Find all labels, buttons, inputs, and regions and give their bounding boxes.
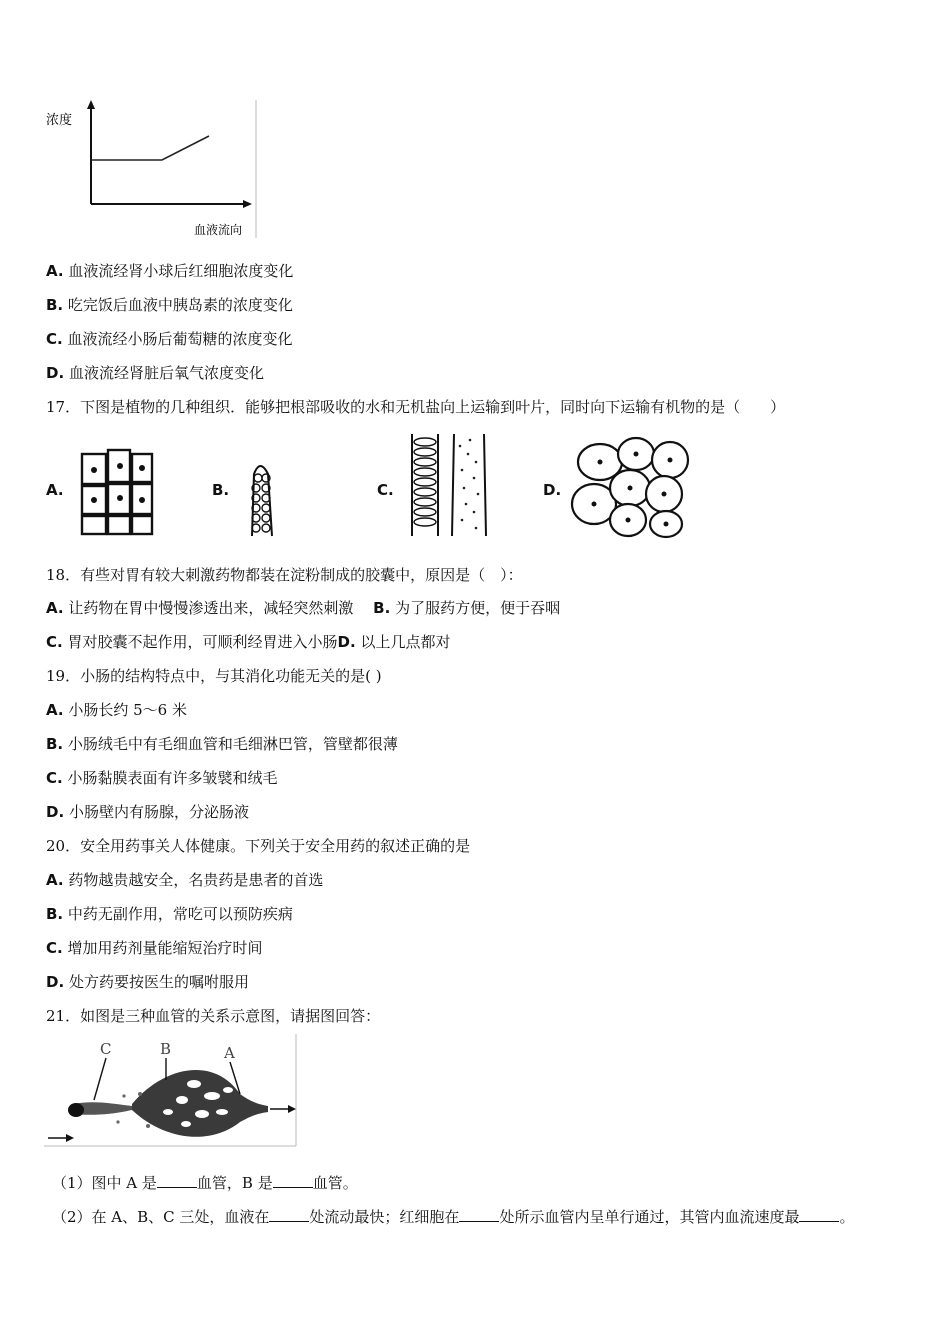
q19-option-a: A. 小肠长约 5～6 米 [46, 701, 187, 719]
vessel-label-a: A [224, 1044, 235, 1062]
q16-option-d: D. 血液流经肾脏后氧气浓度变化 [46, 364, 264, 382]
q18-stem: 18．有些对胃有较大刺激药物都装在淀粉制成的胶囊中，原因是（ ）： [46, 566, 523, 584]
answer-blank[interactable] [459, 1207, 499, 1222]
q16-option-a: A. 血液流经肾小球后红细胞浓度变化 [46, 262, 294, 280]
q17-label-b: B. [212, 481, 230, 499]
q19-option-d: D. 小肠壁内有肠腺，分泌肠液 [46, 803, 249, 821]
q16-option-c: C. 血液流经小肠后葡萄糖的浓度变化 [46, 330, 293, 348]
q17-label-d: D. [543, 481, 562, 499]
answer-blank[interactable] [273, 1173, 313, 1188]
q19-option-c: C. 小肠黏膜表面有许多皱襞和绒毛 [46, 769, 278, 787]
answer-blank[interactable] [799, 1207, 839, 1222]
q20-option-b: B. 中药无副作用，常吃可以预防疾病 [46, 905, 293, 923]
tissue-c-image [404, 432, 490, 540]
blood-vessel-diagram [44, 1034, 298, 1148]
q20-option-d: D. 处方药要按医生的嘱咐服用 [46, 973, 249, 991]
q20-stem: 20．安全用药事关人体健康。下列关于安全用药的叙述正确的是 [46, 837, 471, 855]
q17-label-a: A. [46, 481, 64, 499]
tissue-d-image [568, 436, 692, 540]
q20-option-a: A. 药物越贵越安全，名贵药是患者的首选 [46, 871, 324, 889]
q21-stem: 21．如图是三种血管的关系示意图，请据图回答： [46, 1007, 381, 1025]
q19-stem: 19．小肠的结构特点中，与其消化功能无关的是( ) [46, 667, 382, 685]
q21-part-2: （2）在 A、B、C 三处，血液在 处流动最快；红细胞在 处所示血管内呈单行通过，其管内血流速度最 。 [52, 1208, 855, 1226]
vessel-label-b: B [160, 1040, 172, 1058]
concentration-graph [44, 96, 260, 242]
tissue-a-image [76, 446, 156, 538]
vessel-label-c: C [100, 1040, 112, 1058]
q19-option-b: B. 小肠绒毛中有毛细血管和毛细淋巴管，管壁都很薄 [46, 735, 398, 753]
q18-row-2: C. 胃对胶囊不起作用，可顺利经胃进入小肠D. 以上几点都对 [46, 633, 451, 651]
q20-option-c: C. 增加用药剂量能缩短治疗时间 [46, 939, 263, 957]
q17-label-c: C. [377, 481, 394, 499]
tissue-b-image [238, 456, 284, 538]
answer-blank[interactable] [269, 1207, 309, 1222]
q18-row-1: A. 让药物在胃中慢慢渗透出来，减轻突然刺激 B. 为了服药方便，便于吞咽 [46, 599, 561, 617]
q21-part-1: （1）图中 A 是 血管，B 是 血管。 [52, 1174, 358, 1192]
graph-xlabel: 血液流向 [194, 223, 243, 237]
q17-stem: 17．下图是植物的几种组织．能够把根部吸收的水和无机盐向上运输到叶片，同时向下运输有机物的是（ ） [46, 398, 786, 416]
q16-option-b: B. 吃完饭后血液中胰岛素的浓度变化 [46, 296, 293, 314]
graph-ylabel: 浓度 [46, 113, 73, 128]
answer-blank[interactable] [157, 1173, 197, 1188]
